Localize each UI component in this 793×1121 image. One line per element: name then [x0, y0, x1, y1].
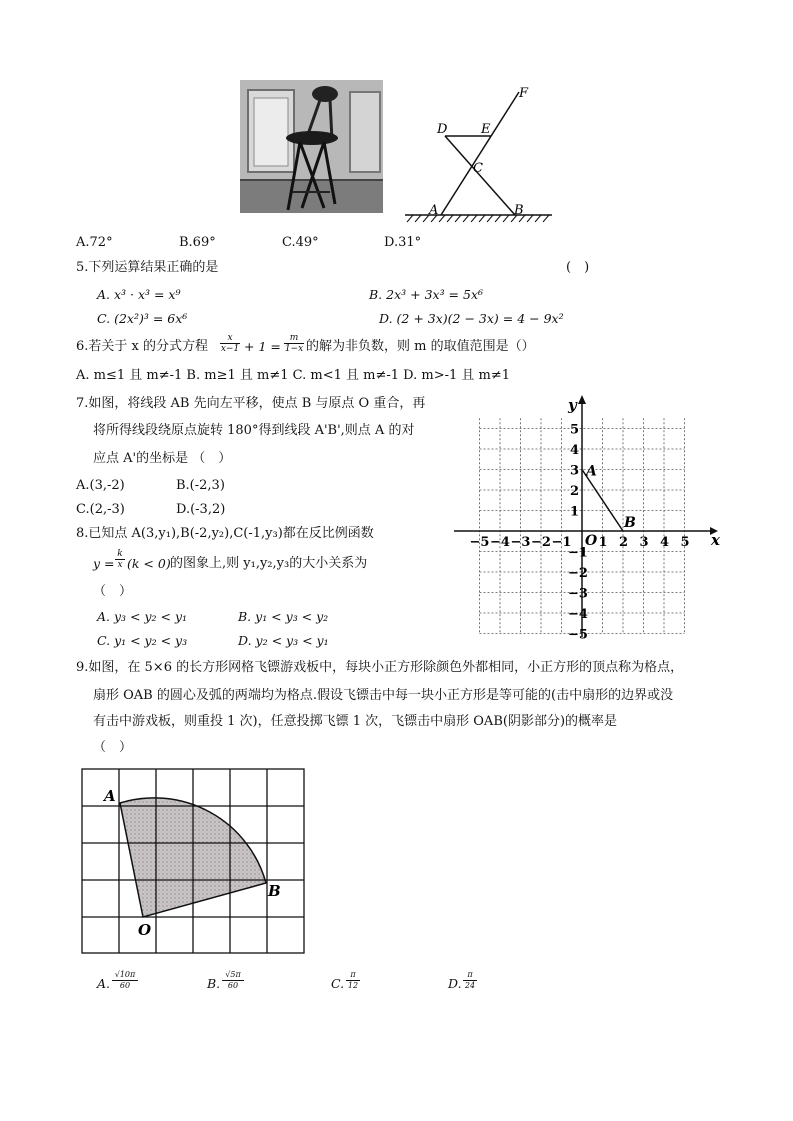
q7-line-2: 将所得线段绕原点旋转 180°得到线段 A'B',则点 A 的对	[93, 423, 415, 438]
y-tick-label: −4	[568, 607, 588, 622]
x-tick-label: 5	[680, 535, 690, 550]
q9-option-d-num: π	[467, 970, 473, 979]
q8-func-cond: (k < 0)	[127, 556, 171, 571]
x-tick-label: 2	[619, 535, 629, 550]
q6-stem-pre: 6.若关于 x 的分式方程	[76, 339, 208, 354]
label-d: D	[437, 122, 448, 137]
sector-label-b: B	[268, 882, 281, 900]
q9-option-b-prefix: B.	[207, 976, 221, 991]
q6-frac-left-den: x−1	[220, 344, 240, 354]
q7-line-1: 7.如图，将线段 AB 先向左平移，使点 B 与原点 O 重合，再	[76, 396, 426, 411]
x-tick-label: −5	[469, 535, 490, 550]
q8-answer-bracket[interactable]: （ ）	[93, 584, 133, 599]
q9-option-d-den: 24	[464, 981, 476, 990]
q9-option-a-num: √10π	[114, 970, 136, 979]
q8-line-1: 8.已知点 A(3,y₁),B(-2,y₂),C(-1,y₃)都在反比例函数	[76, 526, 374, 541]
q9-option-c-prefix: C.	[331, 976, 345, 991]
q8-line-2: 的图象上,则 y₁,y₂,y₃的大小关系为	[170, 556, 368, 571]
y-axis-arrow-icon	[578, 395, 586, 404]
q9-option-c-num: π	[350, 970, 356, 979]
label-f: F	[519, 86, 529, 101]
q6-frac-right-den: 1−x	[284, 344, 304, 354]
point-b-label: B	[624, 515, 636, 531]
q9-option-b-num: √5π	[225, 970, 241, 979]
chair-geometry-diagram	[395, 80, 560, 225]
y-tick-label: 3	[570, 463, 580, 479]
q8-func-den: x	[115, 559, 125, 570]
q4-option-a[interactable]: A.72°	[76, 235, 113, 250]
label-c: C	[473, 161, 483, 176]
y-tick-label: −5	[568, 627, 588, 642]
q8-option-a[interactable]: A. y₃ < y₂ < y₁	[97, 609, 188, 624]
q9-option-c-den: 12	[347, 981, 359, 990]
y-tick-label: −3	[568, 586, 588, 602]
x-tick-label: −1	[551, 535, 572, 550]
q9-line-1: 9.如图，在 5×6 的长方形网格飞镖游戏板中，每块小正方形除颜色外都相同，小正方形的顶点称为格点，	[76, 660, 684, 675]
q4-option-d[interactable]: D.31°	[384, 235, 422, 250]
q4-option-b[interactable]: B.69°	[179, 235, 216, 250]
q4-option-c[interactable]: C.49°	[282, 235, 319, 250]
q6-options[interactable]: A. m≤1 且 m≠-1 B. m≥1 且 m≠1 C. m<1 且 m≠-1 D. m>-1 且 m≠1	[76, 368, 511, 383]
sector-label-a: A	[104, 787, 116, 805]
chair-photo	[240, 80, 383, 213]
point-a-label: A	[586, 463, 597, 480]
q9-option-a-den: 60	[112, 980, 138, 991]
q6-frac-right-num: m	[289, 333, 299, 343]
q9-option-d-prefix: D.	[448, 976, 462, 991]
q8-func-num: k	[117, 549, 123, 559]
q9-option-a-prefix: A.	[97, 976, 111, 991]
y-tick-label: −2	[568, 566, 588, 581]
q6-frac-right	[284, 333, 304, 354]
y-tick-label: 1	[570, 504, 580, 520]
q9-option-b-den: 60	[222, 980, 244, 991]
q8-option-c[interactable]: C. y₁ < y₂ < y₃	[97, 633, 188, 648]
q5-option-d[interactable]: D. (2 + 3x)(2 − 3x) = 4 − 9x²	[379, 311, 564, 326]
q5-option-b[interactable]: B. 2x³ + 3x³ = 5x⁶	[369, 287, 484, 302]
q5-stem: 5.下列运算结果正确的是	[76, 260, 219, 275]
y-axis-label: y	[568, 396, 577, 414]
q6-frac-left	[220, 333, 240, 354]
q9-answer-bracket[interactable]: （ ）	[93, 740, 133, 755]
q6-stem-post: 的解为非负数，则 m 的取值范围是（）	[306, 339, 535, 354]
q6-frac-left-num: x	[227, 333, 233, 343]
y-tick-label: −1	[568, 545, 588, 561]
y-tick-label: 5	[570, 422, 580, 438]
q8-option-b[interactable]: B. y₁ < y₃ < y₂	[238, 609, 329, 624]
dartboard-grid-figure	[78, 765, 310, 960]
q5-answer-bracket[interactable]: ( )	[566, 260, 590, 275]
q9-line-2: 扇形 OAB 的圆心及弧的两端均为格点.假设飞镖击中每一块小正方形是等可能的(击中扇形的边界或没	[93, 688, 674, 703]
label-a: A	[429, 203, 439, 218]
x-tick-label: 3	[639, 535, 649, 550]
x-tick-label: −4	[490, 535, 510, 550]
y-tick-label: 2	[570, 484, 580, 499]
coordinate-grid	[452, 392, 720, 642]
q7-option-c[interactable]: C.(2,-3)	[76, 502, 125, 517]
q5-option-c[interactable]: C. (2x²)³ = 6x⁶	[97, 311, 188, 326]
q8-func-pre: y =	[93, 556, 115, 571]
q7-line-3: 应点 A'的坐标是 （ ）	[93, 451, 232, 466]
x-tick-label: −3	[510, 535, 531, 550]
label-e: E	[481, 122, 491, 137]
q7-option-a[interactable]: A.(3,-2)	[76, 478, 125, 493]
q9-line-3: 有击中游戏板，则重投 1 次)，任意投掷飞镖 1 次，飞镖击中扇形 OAB(阴影部分)的概率是	[93, 714, 618, 729]
q5-option-a[interactable]: A. x³ · x³ = x⁹	[97, 287, 181, 302]
label-b: B	[514, 203, 524, 218]
sector-label-o: O	[138, 921, 152, 939]
x-tick-label: −2	[531, 535, 551, 550]
q6-eq-mid: + 1 =	[244, 339, 281, 354]
q7-option-b[interactable]: B.(-2,3)	[176, 478, 225, 493]
x-tick-label: 4	[660, 535, 670, 550]
x-axis-label: x	[711, 531, 720, 549]
q8-func-frac	[115, 549, 125, 570]
origin-label: O	[585, 533, 598, 549]
y-tick-label: 4	[570, 443, 580, 458]
x-tick-label: 1	[598, 535, 608, 550]
q8-option-d[interactable]: D. y₂ < y₃ < y₁	[238, 633, 329, 648]
q7-option-d[interactable]: D.(-3,2)	[176, 502, 226, 517]
